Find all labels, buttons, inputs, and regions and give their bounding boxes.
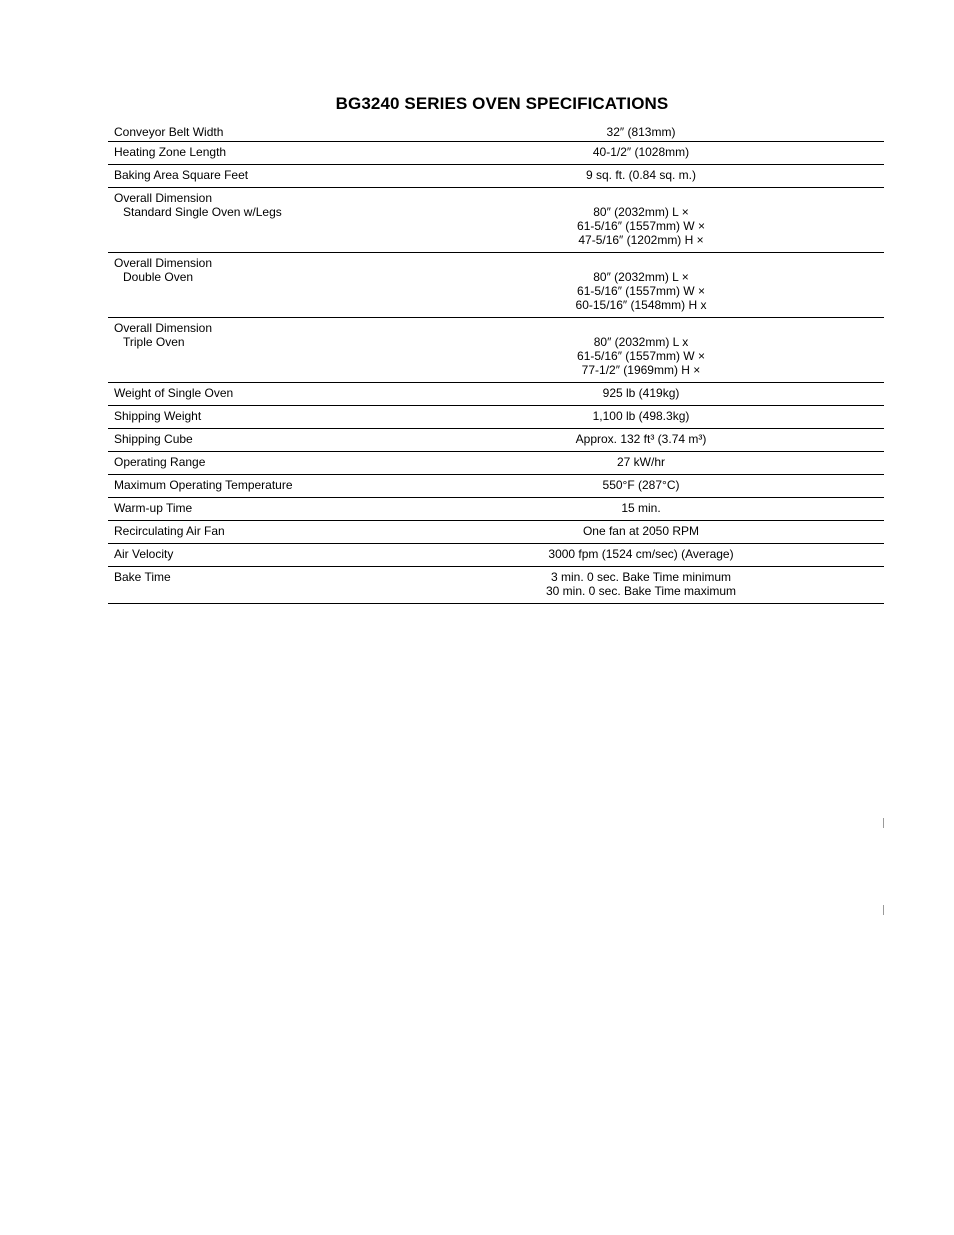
spec-label [108, 256, 444, 317]
spec-sublabel: Standard Single Oven w/Legs [123, 205, 282, 219]
spec-label [108, 145, 444, 164]
spec-value-line: 15 min. [621, 501, 661, 515]
spec-label-text: Shipping Weight [114, 409, 202, 423]
spec-value-line: 925 lb (419kg) [602, 386, 680, 400]
spec-row-air-velocity [108, 544, 884, 567]
spec-row-max-temperature [108, 475, 884, 498]
spec-label-text: Overall Dimension [114, 321, 213, 335]
spec-value [444, 501, 884, 520]
spec-label-text: Weight of Single Oven [114, 386, 234, 400]
spec-label [108, 125, 444, 141]
spec-row-recirculating-fan [108, 521, 884, 544]
spec-value [444, 478, 884, 497]
spec-label [108, 501, 444, 520]
margin-mark [883, 905, 884, 915]
spec-value-line: 47-5/16″ (1202mm) H × [578, 233, 704, 247]
spec-row-weight-single-oven [108, 383, 884, 406]
spec-value [444, 145, 884, 164]
spec-value-line: 61-5/16″ (1557mm) W × [577, 284, 705, 298]
spec-value [444, 409, 884, 428]
spec-value [444, 125, 884, 141]
spec-value-line: 32″ (813mm) [606, 125, 676, 139]
spec-value-line: 30 min. 0 sec. Bake Time maximum [545, 584, 737, 598]
spec-label-text: Operating Range [114, 455, 206, 469]
spec-value-line: 3000 fpm (1524 cm/sec) (Average) [548, 547, 734, 561]
spec-label [108, 386, 444, 405]
spec-row-dimension-double-oven [108, 253, 884, 318]
spec-label [108, 570, 444, 603]
spec-value-line: 40-1/2″ (1028mm) [592, 145, 690, 159]
spec-value-line: Approx. 132 ft³ (3.74 m³) [575, 432, 707, 446]
spec-label-text: Heating Zone Length [114, 145, 227, 159]
spec-table [108, 122, 884, 604]
spec-label [108, 432, 444, 451]
spec-value-line: 61-5/16″ (1557mm) W × [577, 219, 705, 233]
spec-value [444, 256, 884, 317]
margin-mark [883, 818, 884, 828]
spec-row-baking-area [108, 165, 884, 188]
spec-row-shipping-cube [108, 429, 884, 452]
spec-sublabel: Double Oven [123, 270, 194, 284]
spec-sublabel: Triple Oven [123, 335, 185, 349]
spec-value-line: 80″ (2032mm) L × [593, 270, 689, 284]
spec-value [444, 524, 884, 543]
spec-value [444, 321, 884, 382]
spec-value [444, 432, 884, 451]
spec-value [444, 570, 884, 603]
spec-label-text: Overall Dimension [114, 191, 213, 205]
spec-row-heating-zone-length [108, 142, 884, 165]
spec-label [108, 455, 444, 474]
spec-value-line: 77-1/2″ (1969mm) H × [581, 363, 701, 377]
spec-value [444, 191, 884, 252]
spec-label-text: Conveyor Belt Width [114, 125, 224, 139]
spec-value-line: 9 sq. ft. (0.84 sq. m.) [585, 168, 697, 182]
spec-value [444, 168, 884, 187]
spec-value-line: 550°F (287°C) [602, 478, 680, 492]
spec-value-line: 80″ (2032mm) L x [593, 335, 689, 349]
spec-label [108, 191, 444, 252]
spec-label-text: Bake Time [114, 570, 171, 584]
spec-label [108, 321, 444, 382]
spec-value [444, 455, 884, 474]
spec-value-line: 3 min. 0 sec. Bake Time minimum [550, 570, 732, 584]
spec-label [108, 478, 444, 497]
spec-row-operating-range [108, 452, 884, 475]
spec-label-text: Shipping Cube [114, 432, 193, 446]
spec-label [108, 547, 444, 566]
spec-row-warm-up-time [108, 498, 884, 521]
spec-label-text: Warm-up Time [114, 501, 193, 515]
page-title: BG3240 SERIES OVEN SPECIFICATIONS [335, 94, 669, 113]
spec-value-line: 1,100 lb (498.3kg) [592, 409, 690, 423]
spec-value [444, 386, 884, 405]
spec-label-text: Air Velocity [114, 547, 174, 561]
spec-label-text: Overall Dimension [114, 256, 213, 270]
spec-value-line: 27 kW/hr [616, 455, 665, 469]
spec-label [108, 168, 444, 187]
spec-label-text: Recirculating Air Fan [114, 524, 225, 538]
spec-value-line: One fan at 2050 RPM [582, 524, 700, 538]
spec-label [108, 524, 444, 543]
spec-row-bake-time [108, 567, 884, 604]
spec-row-shipping-weight [108, 406, 884, 429]
spec-label [108, 409, 444, 428]
spec-row-dimension-single-oven [108, 188, 884, 253]
spec-row-conveyor-belt-width [108, 122, 884, 142]
spec-label-text: Baking Area Square Feet [114, 168, 249, 182]
spec-value-line: 80″ (2032mm) L × [593, 205, 689, 219]
spec-value-line: 61-5/16″ (1557mm) W × [577, 349, 705, 363]
spec-value [444, 547, 884, 566]
spec-row-dimension-triple-oven [108, 318, 884, 383]
spec-value-line: 60-15/16″ (1548mm) H x [575, 298, 707, 312]
spec-label-text: Maximum Operating Temperature [114, 478, 293, 492]
